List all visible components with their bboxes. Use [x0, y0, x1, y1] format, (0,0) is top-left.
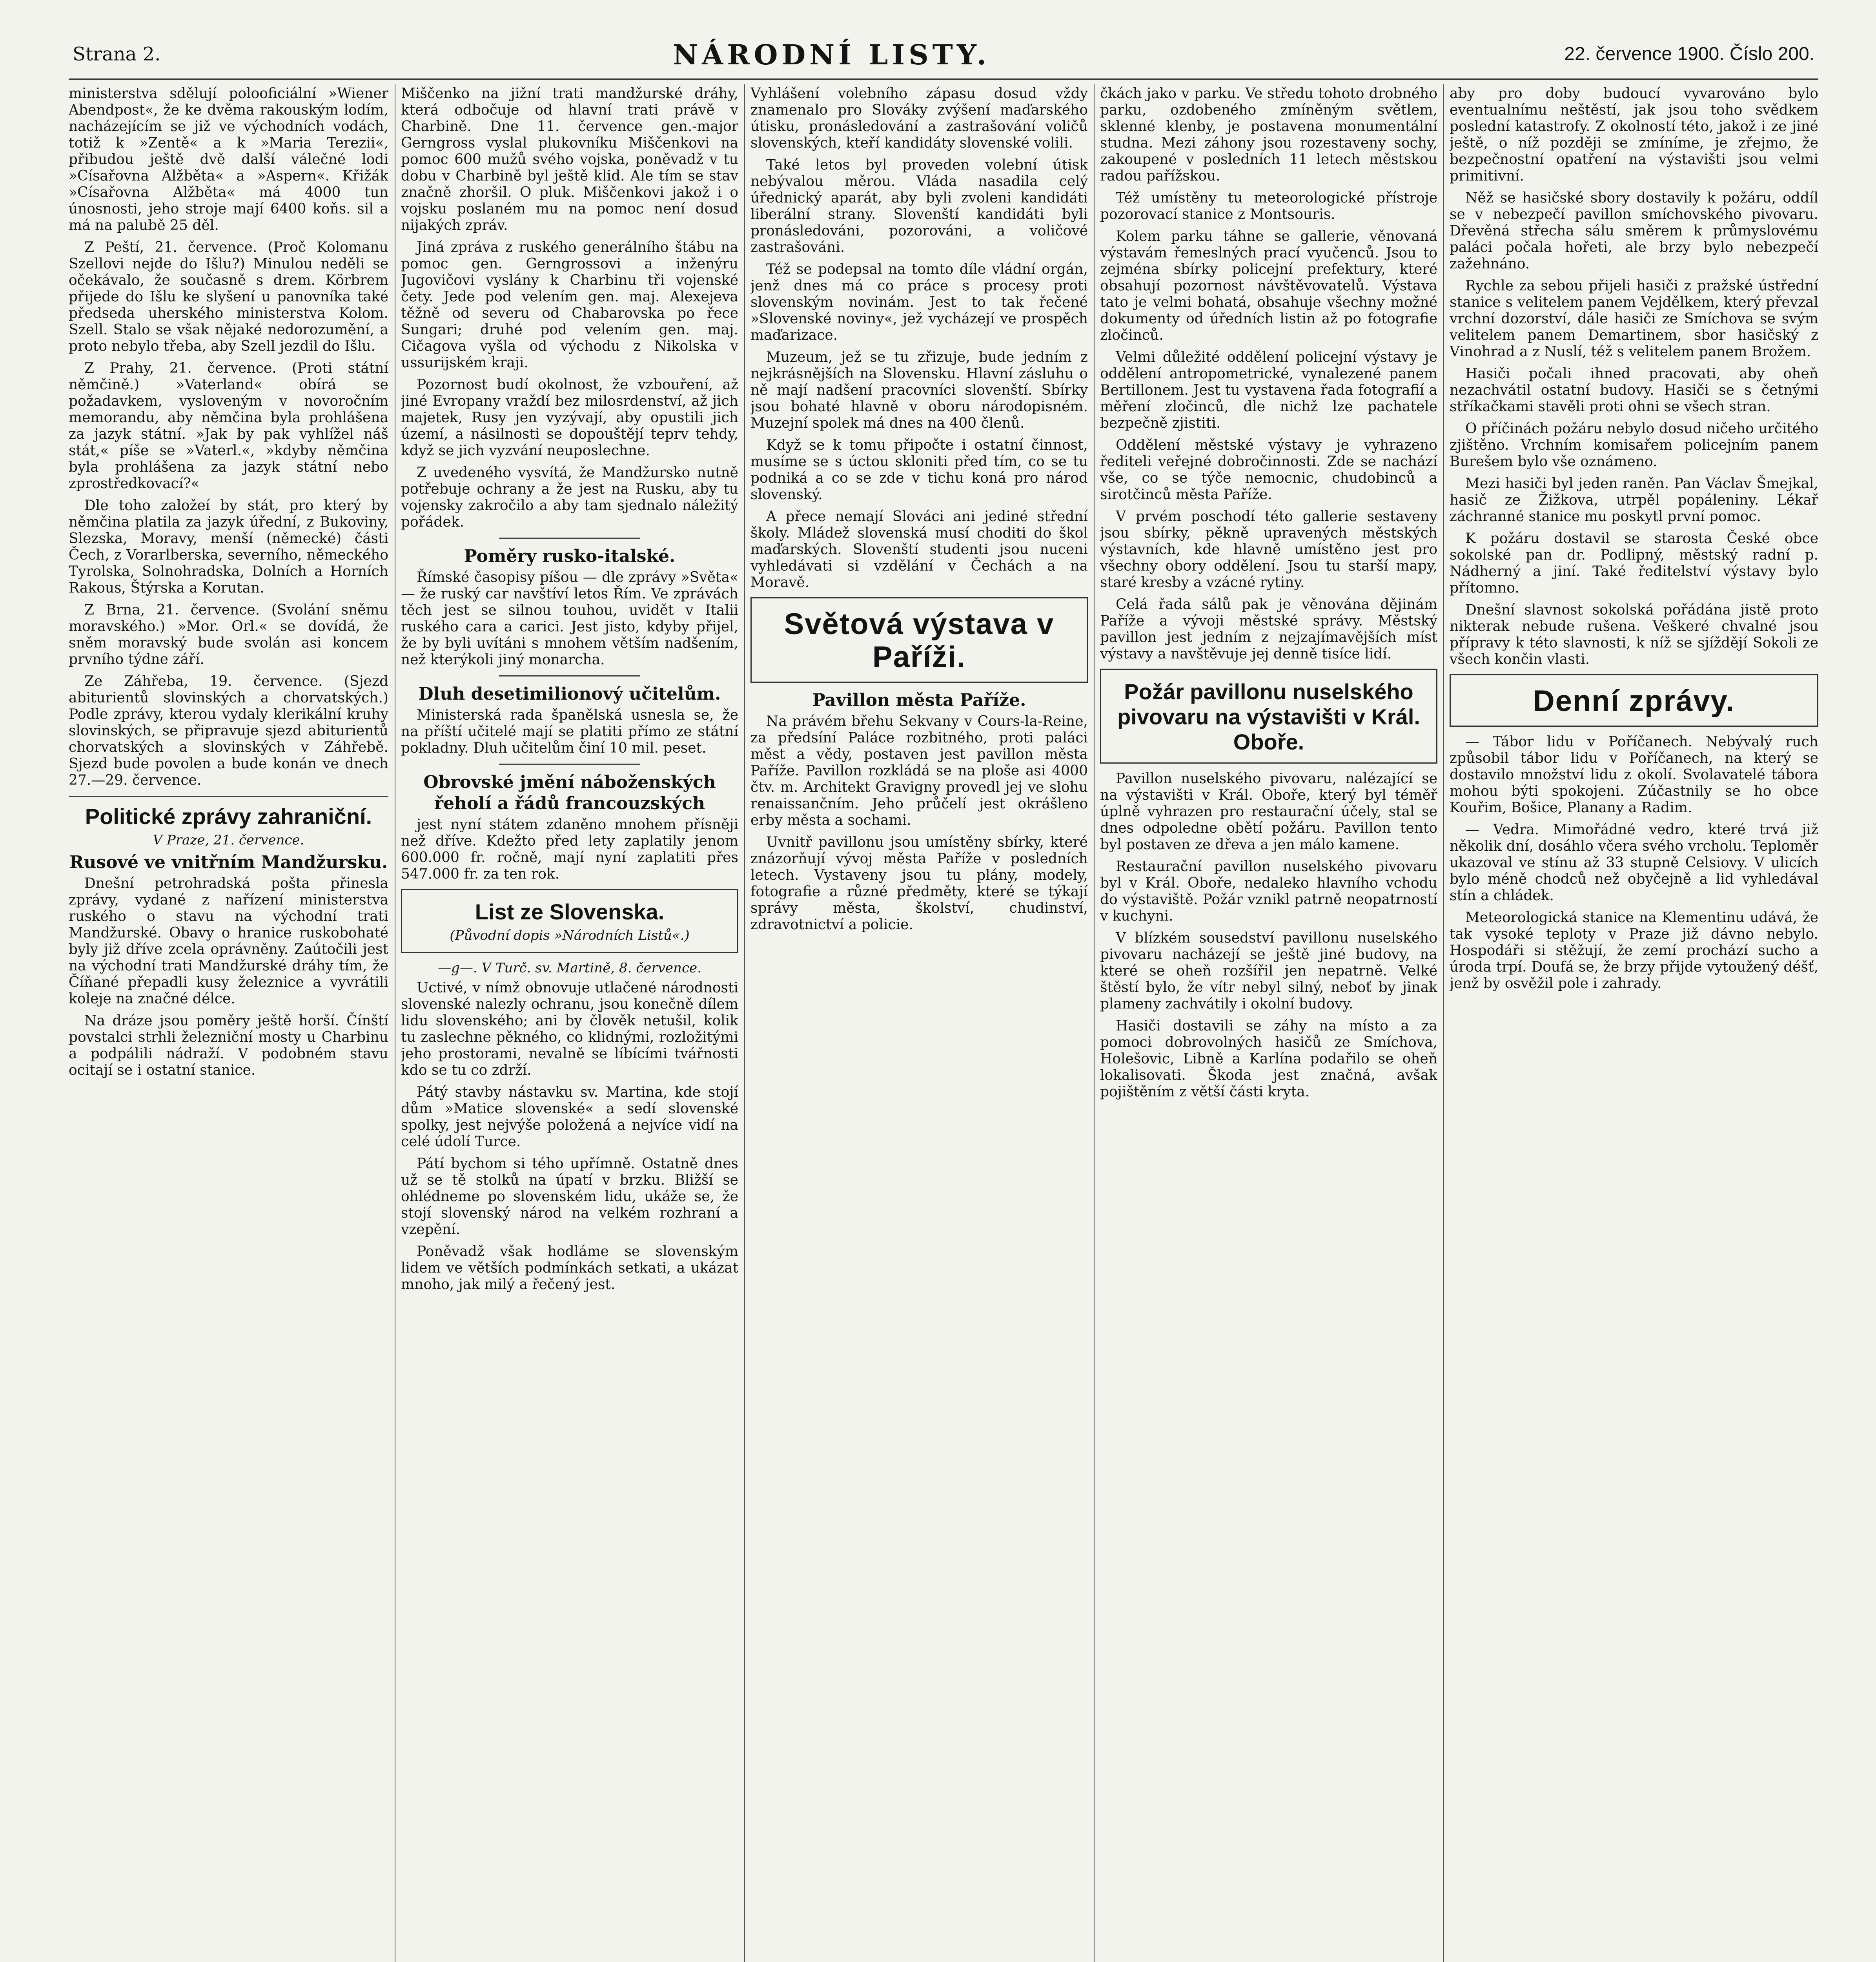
article-text: Velmi důležité oddělení policejní výstavy je oddělení antropometrické, vynalezené panem Bertillonem. Jest tu vystavena řada fotografií a měření zločinců, dle nichž lze pachatele bezpečně zjistiti. — [1100, 349, 1437, 431]
article-text: A přece nemají Slováci ani jediné střední školy. Mládež slovenská musí choditi do škol maďarských. Slovenští studenti jsou nuceni vyhledávati si vzdělání v Čechách a na Moravě. — [750, 509, 1088, 591]
article-text: Ze Záhřeba, 19. července. (Sjezd abiturientů slovinských a chorvatských.) Podle zprávy, kterou vydaly klerikální kruhy slovinských, se připravuje sjezd abiturientů chorvatských a slovinských v Záhřebě. Sjezd bude povolen a bude konán ve dnech 27.—29. července. — [69, 673, 388, 788]
article-text: Na dráze jsou poměry ještě horší. Čínští povstalci strhli železniční mosty u Charbinu a podpálili nádraží. V podobném stavu ocitají se i ostatní stanice. — [69, 1013, 388, 1078]
article-heading: Rusové ve vnitřním Mandžursku. — [69, 852, 388, 872]
column-5 — [1450, 86, 1818, 1962]
article-text: Z Prahy, 21. července. (Proti státní němčině.) »Vaterland« obírá se požadavkem, vysloveným v novoročním memorandu, aby němčina byla prohlášena za jazyk státní. »Jak by pak vyhlížel náš stát,« píše se »Vaterl.«, »kdyby němčina byla prohlášena za jazyk státní nebo zprostředkovací?« — [69, 360, 388, 492]
section-box — [401, 889, 738, 953]
article-text: Miščenko na jižní trati mandžurské dráhy, která odbočuje od hlavní trati právě v Charbině. Dne 11. července gen.-major Gerngross vyslal plukovníku Miščenkovi na pomoc 600 mužů svého vojska, poněvadž v tu dobu v Charbině byl ještě klid. Ale tím se stav značně zhoršil. O pluk. Miščenkovi jakož i o vojsku poslaném mu na pomoc není dosud nijakých zpráv. — [401, 86, 738, 233]
page-number: Strana 2. — [73, 43, 161, 65]
section-box — [750, 597, 1088, 683]
dateline: (Původní dopis »Národních Listů«.) — [450, 928, 690, 943]
article-heading: Poměry rusko-italské. — [464, 546, 676, 566]
article-text: V prvém poschodí této gallerie sestaveny jsou sbírky, pěkně upravených městských výstavních, kde hlavně umístěno jest pro všechny obory oddělení. Jsou tu starší mapy, staré kresby a vzácné rytiny. — [1100, 509, 1437, 591]
article-text: — Vedra. Mimořádné vedro, které trvá již několik dní, dosáhlo včera svého vrcholu. Teploměr ukazoval ve stínu až 33 stupně Celsiovy. V ulicích bylo méně chodců než obyčejně a lid vyhledával stín a chládek. — [1450, 822, 1818, 904]
section-rule — [499, 764, 640, 765]
column-2 — [401, 86, 738, 1962]
article-text: Restaurační pavillon nuselského pivovaru byl v Král. Oboře, nedaleko hlavního vchodu do výstaviště. Požár vznikl patrně neopatrností v kuchyni. — [1100, 859, 1437, 924]
section-heading: Požár pavillonu nuselského pivovaru na výstavišti v Král. Oboře. — [1117, 679, 1420, 754]
masthead — [69, 32, 1818, 75]
section-heading: List ze Slovenska. — [475, 899, 665, 924]
dateline: V Praze, 21. července. — [153, 832, 304, 848]
article-text: Na právém břehu Sekvany v Cours-la-Reine, za předsíní Paláce rozbitného, proti paláci měst a vědy, postaven jest pavillon města Paříže. Pavillon rozkládá se na ploše asi 4000 čtv. m. Architekt Gravigny provedl jej ve slohu renaissančním. Jeho průčelí jest okrášleno erby města a sochami. — [750, 713, 1088, 828]
article-text: Pavillon nuselského pivovaru, nalézající se na výstavišti v Král. Oboře, který byl téměř úplně vyhrazen pro restaurační účely, stal se dnes odpoledne obětí požáru. Pavillon tento byl postaven ze dřeva a jen málo kamene. — [1100, 771, 1437, 853]
section-rule — [69, 796, 388, 797]
column-3 — [750, 86, 1088, 1962]
article-text: Uctivé, v nímž obnovuje utlačené národnosti slovenské nalezly ochranu, jsou konečně dílem lidu slovenského; ani by člověk netušil, kolik tu zaslechne pěkného, co klidnými, rozložitými jeho prostorami, nevalně se líbícími tvářnosti kdo se tu co zdrží. — [401, 980, 738, 1078]
article-text: Hasiči dostavili se záhy na místo a za pomoci dobrovolných hasičů ze Smíchova, Holešovic, Libně a Karlína podařilo se oheň lokalisovati. Škoda jest značná, avšak pojištěním z větší části kryta. — [1100, 1018, 1437, 1100]
newspaper-title: NÁRODNÍ LISTY. — [673, 38, 991, 71]
section-rule — [499, 538, 640, 539]
article-text: aby pro doby budoucí vyvarováno bylo eventualnímu neštěstí, jak jsou toho svědkem poslední katastrofy. Z okolností této, jakož i ze jiné ještě, o níž později se zmíníme, je zřejmo, že bezpečnostní opatření na výstavišti jsou velmi primitivní. — [1450, 86, 1818, 184]
article-text: — Tábor lidu v Poříčanech. Nebývalý ruch způsobil tábor lidu v Poříčanech, na který se dostavilo množství lidu z okolí. Svolavatelé tábora mohou býti spokojeni. Zúčastnily se ho obce Kouřim, Bošice, Planany a Radim. — [1450, 734, 1818, 816]
column-1 — [69, 86, 388, 1962]
article-text: K požáru dostavil se starosta České obce sokolské pan dr. Podlipný, městský radní p. Nádherný a jiní. Také ředitelství výstavy bylo přítomno. — [1450, 531, 1818, 596]
article-text: Také letos byl proveden volební útisk nebývalou měrou. Vláda nasadila celý úřednický aparát, aby byli zvoleni kandidáti liberální strany. Slovenští kandidáti byli pronásledováni, pozorováni, a voličové zastrašováni. — [750, 157, 1088, 255]
article-text: Kolem parku táhne se gallerie, věnovaná výstavám řemeslných prací vyučenců. Jsou to zejména sbírky policejní prefektury, které obsahují pozornost návštěvovatelů. Výstava tato je velmi bohatá, obsahuje všechny možné dokumenty od úředních listin až po fotografie zločinců. — [1100, 228, 1437, 343]
article-text: Když se k tomu připočte i ostatní činnost, musíme se s úctou skloniti před tím, co se tu podniká a co se zde v tichu koná pro národ slovenský. — [750, 437, 1088, 503]
column-divider — [1094, 84, 1095, 1962]
article-text: Pozornost budí okolnost, že vzbouření, až jiné Evropany vraždí bez milosrdenství, až jich majetek, Rusy jen vyzývají, aby opustili jich území, a násilnosti se dopouštějí teprv tehdy, když se jich vyzvání neuposlechne. — [401, 377, 738, 459]
dateline: —g—. V Turč. sv. Martině, 8. července. — [438, 960, 701, 976]
section-rule — [499, 675, 640, 676]
article-text: O příčinách požáru nebylo dosud ničeho určitého zjištěno. Vrchním komisařem policejním panem Burešem bylo vše oznámeno. — [1450, 421, 1818, 470]
article-text: Z Brna, 21. července. (Svolání sněmu moravského.) »Mor. Orl.« se dovídá, že sněm moravský bude svolán asi koncem prvního týdne září. — [69, 602, 388, 667]
article-text: Rychle za sebou přijeli hasiči z pražské ústřední stanice s velitelem panem Vejdělkem, který převzal vrchní dozorství, dále hasiči ze Smíchova se svým velitelem panem Demartinem, sbor hasičský z Vinohrad a z Nuslí, též s velitelem panem Brožem. — [1450, 278, 1818, 360]
article-text: Meteorologická stanice na Klementinu udává, že tak vysoké teploty v Praze již dávno nebylo. Hospodáři si stěžují, že zemí prochází sucho a úroda trpí. Doufá se, že brzy přijde vytoužený déšť, jenž by osvěžil pole i zahrady. — [1450, 910, 1818, 992]
section-box — [1100, 669, 1437, 764]
article-text: Dnešní slavnost sokolská pořádána jistě proto nikterak nebude rušena. Veškeré chvalné jsou přípravy k této slavnosti, k níž se sjíždějí Sokoli ze všech končin vlasti. — [1450, 602, 1818, 667]
article-heading: Pavillon města Paříže. — [812, 690, 1026, 710]
article-text: čkách jako v parku. Ve středu tohoto drobného parku, ozdobeného zmíněným světlem, sklenné klenby, je postavena monumentální studna. Mezi záhony jsou rozestaveny sochy, zakoupené v posledních 11 letech městskou radou pařížskou. — [1100, 86, 1437, 184]
article-text: jest nyní státem zdaněno mnohem přísněji než dříve. Kdežto před lety zaplatily jenom 600.000 fr. ročně, mají nyní zaplatiti přes 547.000 fr. za ten rok. — [401, 817, 738, 882]
article-text: Též umístěny tu meteorologické přístroje pozorovací stanice z Montsouris. — [1100, 190, 1437, 222]
article-text: Poněvadž však hodláme se slovenským lidem ve větších podmínkách setkati, a ukázat mnoho, jak milý a řečený jest. — [401, 1244, 738, 1293]
article-text: Uvnitř pavillonu jsou umístěny sbírky, které znázorňují vývoj města Paříže v posledních letech. Vystaveny jsou tu plány, modely, fotografie a různé předměty, které se týkají správy města, školství, chudinství, zdravotnictví a policie. — [750, 834, 1088, 933]
date-issue: 22. července 1900. Číslo 200. — [1564, 44, 1814, 64]
section-heading: Světová výstava v Paříži. — [784, 607, 1055, 674]
article-text: Ministerská rada španělská usnesla se, že na příští učitelé mají se platiti přímo ze státní pokladny. Dluh učitelům činí 10 mil. peset. — [401, 707, 738, 756]
masthead-rule — [69, 78, 1818, 80]
article-text: Pátí bychom si tého upřímně. Ostatně dnes už se tě stolků na úpatí v brzku. Bližší se ohlédneme po slovenském lidu, ukáže se, že stojí slovenský národ na velkém rozhraní a vzepění. — [401, 1156, 738, 1238]
article-heading: Obrovské jmění náboženských řeholí a řádů francouzských — [423, 772, 716, 813]
article-text: ministerstva sdělují polooficiální »Wiener Abendpost«, že ke dvěma rakouským lodím, nacházejícím se již ve východních vodách, totiž k »Zentě« a k »Maria Terezii«, přibudou ještě dvě další válečné lodi »Císařovna Alžběta« a »Aspern«. Křižák »Císařovna Alžběta« má 4000 tun únosnosti, jeho stroje mají 6400 koňs. sil a má na palubě 25 děl. — [69, 86, 388, 233]
article-heading: Dluh desetimilionový učitelům. — [418, 684, 721, 704]
article-text: Oddělení městské výstavy je vyhrazeno řediteli veřejné dobročinnosti. Zde se nachází vše, co se týče nemocnic, chudobinců a sirotčinců města Paříže. — [1100, 437, 1437, 503]
article-text: Jiná zpráva z ruského generálního štábu na pomoc gen. Gerngrossovi a inženýru Jugovičovi vyslány k Charbinu tři vojenské čety. Jede pod velením gen. maj. Alexejeva těžně od severu od Chabarovska po řece Sungari; druhé pod velením gen. maj. Cičagova vyšla od východu z Nikolska v ussurijském kraji. — [401, 239, 738, 371]
article-text: Mezi hasiči byl jeden raněn. Pan Václav Šmejkal, hasič ze Žižkova, utrpěl popáleniny. Lékař záchranné stanice mu poskytl první pomoc. — [1450, 476, 1818, 525]
article-text: Římské časopisy píšou — dle zprávy »Světa« — že ruský car navštíví letos Řím. Ve zprávách těch jest se silnou touhou, uvidět v Italii ruského cara a carici. Jest jisto, kdyby přijel, že by byli uvítáni s mnohem větším nadšením, než kterýkoli jiný monarcha. — [401, 569, 738, 668]
article-text: Z uvedeného vysvítá, že Mandžursko nutně potřebuje ochrany a že jest na Rusku, aby tu vojensky zakročilo a aby tam sjednalo náležitý pořádek. — [401, 465, 738, 530]
article-text: V blízkém sousedství pavillonu nuselského pivovaru nacházejí se ještě jiné budovy, na které se oheň rozšířil jen nepatrně. Velké štěstí bylo, že vítr nebyl silný, neboť by jinak plameny zachvátily i okolní budovy. — [1100, 930, 1437, 1012]
article-text: Vyhlášení volebního zápasu dosud vždy znamenalo pro Slováky zvýšení maďarského útisku, pronásledování a zastrašování voličů slovenských, kteří kandidáty slovenské volili. — [750, 86, 1088, 151]
article-text: Dnešní petrohradská pošta přinesla zprávy, vydané z nařízení ministerstva ruského o stavu na východní trati Mandžurské. Obavy o hranice ruskobohaté byly již dříve zcela oprávněny. Zaútočili jest na východní trati Mandžurské dráhy tím, že Číňané přepadli kusy železnice a vyvrátili koleje na značné délce. — [69, 875, 388, 1007]
article-text: Muzeum, jež se tu zřizuje, bude jedním z nejkrásnějších na Slovensku. Hlavní zásluhu o ně mají nadšení pracovníci slovenští. Sbírky jsou bohaté hlavně v oboru národopisném. Muzejní spolek má dnes na 400 členů. — [750, 349, 1088, 431]
section-heading: Denní zprávy. — [1533, 684, 1735, 718]
section-box — [1450, 674, 1818, 727]
article-text: Hasiči počali ihned pracovati, aby oheň nezachvátil ostatní budovy. Hasiči se s četnými stříkačkami stavěli proti ohni se všech stran. — [1450, 366, 1818, 415]
article-text: Pátý stavby nástavku sv. Martina, kde stojí dům »Matice slovenské« a sedí slovenské spolky, jest nejvýše položená a nejvíce vidí na celé údolí Turce. — [401, 1084, 738, 1150]
article-text: Též se podepsal na tomto díle vládní orgán, jenž dnes má co práce s procesy proti slovenským novinám. Jest to tak řečené »Slovenské noviny«, jež vycházejí ve prospěch maďarizace. — [750, 261, 1088, 343]
article-text: Dle toho založeí by stát, pro který by němčina platila za jazyk úřední, z Bukoviny, Slezska, Moravy, menší (německé) části Čech, z Vorarlberska, severního, německého Tyrolska, Solnohradska, Dolních a Horních Rakous, Štýrska a Korutan. — [69, 498, 388, 596]
column-divider — [744, 84, 745, 1962]
article-text: Něž se hasičské sbory dostavily k požáru, oddíl se v nebezpečí pavillon smíchovského pivovaru. Dřevěná střecha sálu směrem k průmyslovému paláci počala hořeti, ale brzy bylo nebezpečí zažehnáno. — [1450, 190, 1818, 272]
article-text: Z Peští, 21. července. (Proč Kolomanu Szellovi nejde do Išlu?) Minulou neděli se očekávalo, že současně s drem. Körbrem přijede do Išlu ke slyšení u panovníka také předseda uherského ministerstva Kolom. Szell. Stalo se však nějaké nedorozumění, a proto nebylo třeba, aby Szell jezdil do Išlu. — [69, 239, 388, 354]
section-heading: Politické zprávy zahraniční. — [85, 804, 372, 829]
column-divider — [1443, 84, 1444, 1962]
column-4 — [1100, 86, 1437, 1962]
article-text: Celá řada sálů pak je věnována dějinám Paříže a vývoji městské správy. Městský pavillon jest jedním z nejzajímavějších míst výstavy a navštěvuje jej denně tisíce lidí. — [1100, 596, 1437, 662]
